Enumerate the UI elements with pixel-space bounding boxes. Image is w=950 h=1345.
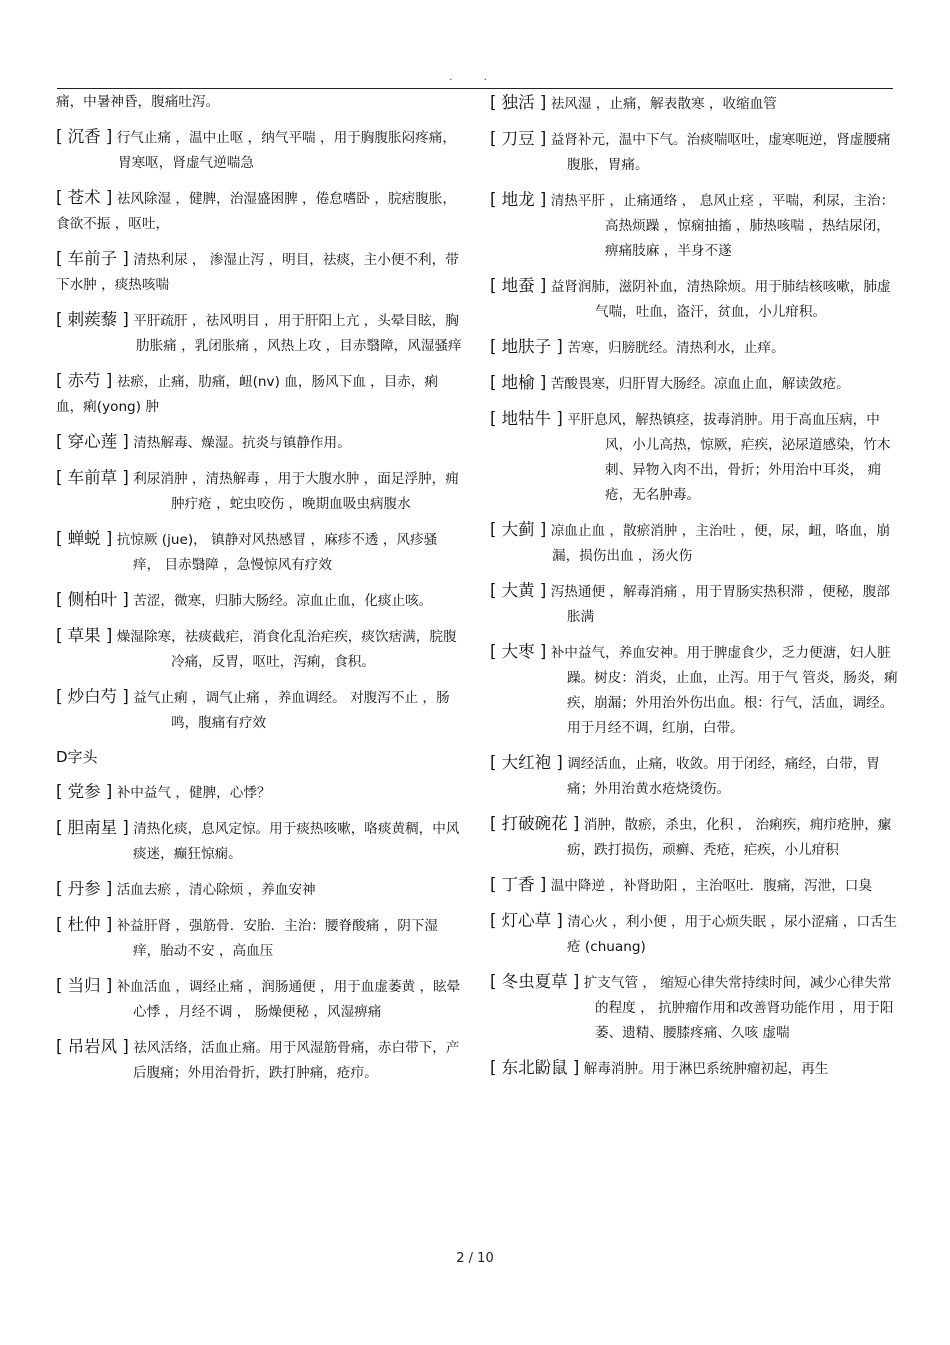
herb-entry xyxy=(56,124,464,176)
herb-name: [ 刺蒺藜 ] xyxy=(56,310,129,329)
herb-name: [ 苍术 ] xyxy=(56,188,113,207)
page-number: 2 / 10 xyxy=(456,1251,494,1266)
herb-name: [ 东北鼢鼠 ] xyxy=(490,1058,580,1077)
herb-description: 泻热通便 ，解毒消痛 ，用于胃肠实热积滞 ，便秘，腹部胀满 xyxy=(546,584,890,625)
herb-name: [ 蝉蜕 ] xyxy=(56,529,113,548)
herb-entry xyxy=(56,973,464,1025)
herb-description: 清热解毒、燥湿。抗炎与镇静作用。 xyxy=(128,435,351,451)
herb-name: [ 炒白芍 ] xyxy=(56,687,129,706)
herb-entry xyxy=(490,811,898,863)
herb-name: [ 地牯牛 ] xyxy=(490,409,563,428)
herb-entry xyxy=(56,307,464,359)
herb-name: [ 地龙 ] xyxy=(490,190,547,209)
herb-name: [ 杜仲 ] xyxy=(56,915,113,934)
herb-entry xyxy=(490,639,898,741)
herb-entry xyxy=(490,90,898,117)
herb-name: [ 灯心草 ] xyxy=(490,911,563,930)
herb-description: 调经活血，止痛，收敛。用于闭经，痛经，白带，胃痛；外用治黄水疮烧烫伤。 xyxy=(562,756,880,797)
herb-name: [ 草果 ] xyxy=(56,626,113,645)
entry-continuation xyxy=(56,90,464,115)
herb-entry xyxy=(490,406,898,508)
herb-description: 抗惊厥 (jue)， 镇静对风热感冒 ，麻疹不透 ，风疹骚痒， 目赤翳障 ，急慢惊风有疗效 xyxy=(112,532,438,573)
herb-name: [ 丁香 ] xyxy=(490,875,547,894)
herb-description: 清心火 ，利小便 ，用于心烦失眠 ，尿小涩痛 ，口舌生疮 (chuang) xyxy=(562,914,898,955)
herb-entry xyxy=(490,750,898,802)
herb-description: 凉血止血 ，散瘀消肿 ，主治吐 ，便，尿，衄，咯血，崩漏，损伤出血 ，汤火伤 xyxy=(546,523,890,564)
herb-description: 消肿，散瘀，杀虫，化积 ， 治痢疾，痈疖疮肿，瘰疬，跌打损伤，顽癣、秃疮，疟疾，小儿疳积 xyxy=(567,817,892,858)
herb-name: [ 穿心莲 ] xyxy=(56,432,129,451)
herb-description: 补益肝肾 ，强筋骨．安胎．主治：腰脊酸痛 ，阴下湿痒，胎动不安 ，高血压 xyxy=(112,918,438,959)
herb-description: 祛风湿 ，止痛，解表散寒 ，收缩血管 xyxy=(546,96,777,112)
herb-entry xyxy=(490,969,898,1046)
herb-description: 痛，中暑神昏，腹痛吐泻。 xyxy=(56,94,220,110)
herb-name: [ 吊岩风 ] xyxy=(56,1037,129,1056)
herb-entry xyxy=(490,370,898,397)
herb-description: 利尿消肿 ，清热解毒 ，用于大腹水肿 ，面足浮肿，痈肿疔疮 ，蛇虫咬伤 ，晚期血吸虫病腹水 xyxy=(128,471,459,512)
herb-description: 祛风活络，活血止痛。用于风湿筋骨痛，赤白带下，产后腹痛；外用治骨折，跌打肿痛，疮疖。 xyxy=(128,1040,460,1081)
herb-description: 苦酸畏寒，归肝胃大肠经。凉血止血，解读敛疮。 xyxy=(546,376,850,392)
herb-entry xyxy=(490,578,898,630)
herb-description: 活血去瘀 ，清心除烦 ，养血安神 xyxy=(112,882,316,898)
herb-description: 平肝疏肝 ，祛风明目 ，用于肝阳上亢 ，头晕目眩，胸肋胀痛 ，乳闭胀痛 ，风热上攻 ，目赤翳障，风湿骚痒 xyxy=(128,313,462,354)
herb-entry xyxy=(56,623,464,675)
herb-name: [ 地蚕 ] xyxy=(490,276,547,295)
herb-description: 苦涩，微寒，归肺大肠经。凉血止血，化痰止咳。 xyxy=(128,593,433,609)
herb-entry xyxy=(56,876,464,903)
herb-entry xyxy=(56,465,464,517)
herb-name: [ 刀豆 ] xyxy=(490,129,547,148)
herb-description: 祛风除湿 ，健脾，治湿盛困脾 ，倦怠嗜卧 ，脘痞腹胀，食欲不振 ，呕吐， xyxy=(56,191,456,232)
herb-entry xyxy=(56,912,464,964)
herb-entry xyxy=(490,334,898,361)
herb-name: [ 独活 ] xyxy=(490,93,547,112)
herb-name: [ 车前草 ] xyxy=(56,468,129,487)
herb-entry xyxy=(490,187,898,264)
herb-name: [ 党参 ] xyxy=(56,782,113,801)
herb-entry xyxy=(56,815,464,867)
header-dots: . . xyxy=(449,72,501,83)
herb-name: [ 地榆 ] xyxy=(490,373,547,392)
herb-name: [ 打破碗花 ] xyxy=(490,814,580,833)
herb-description: 清热利尿 ， 渗湿止泻 ，明目，祛痰，主小便不利，带下水肿 ，痰热咳喘 xyxy=(56,252,459,293)
herb-description: 行气止痛 ，温中止呕 ，纳气平喘 ，用于胸腹胀闷疼痛，胃寒呕，肾虚气逆喘急 xyxy=(112,130,456,171)
herb-entry xyxy=(56,684,464,736)
herb-entry xyxy=(56,1034,464,1086)
herb-entry xyxy=(490,1055,898,1082)
herb-name: [ 赤芍 ] xyxy=(56,371,113,390)
herb-name: [ 大蓟 ] xyxy=(490,520,547,539)
right-column xyxy=(490,90,898,1091)
header-rule xyxy=(57,88,893,89)
herb-description: 燥湿除寒，祛痰截疟，消食化乱治疟疾，痰饮痞满，脘腹冷痛，反胃，呕吐，泻痢，食积。 xyxy=(112,629,457,670)
herb-entry xyxy=(490,872,898,899)
herb-description: 益肾补元，温中下气。治痰喘呕吐，虚寒呃逆，肾虚腰痛腹胀，胃痛。 xyxy=(546,132,891,173)
herb-entry xyxy=(56,779,464,806)
herb-name: [ 地肤子 ] xyxy=(490,337,563,356)
herb-description: 益肾润肺，滋阴补血，清热除烦。用于肺结核咳嗽，肺虚气喘，吐血，盗汗，贫血，小儿疳积。 xyxy=(546,279,891,320)
herb-description: 补中益气 ，健脾，心悸？ xyxy=(112,785,271,801)
herb-entry xyxy=(490,908,898,960)
herb-description: 平肝息风，解热镇痉，拔毒消肿。用于高血压病，中风，小儿高热，惊厥，疟疾，泌尿道感染，竹木刺、异物入肉不出，骨折；外用治中耳炎， 痈疮，无名肿毒。 xyxy=(562,412,891,503)
herb-description: 补中益气，养血安神。用于脾虚食少，乏力便溏，妇人脏躁。树皮：消炎，止血，止泻。用于气 管炎，肠炎，痢疾，崩漏；外用治外伤出血。根：行气，活血，调经。用于月经不调，红崩，白带。 xyxy=(546,645,898,736)
herb-description: 补血活血 ，调经止痛 ，润肠通便 ，用于血虚萎黄 ，眩晕心悸 ，月经不调 ， 肠燥便秘 ，风湿痹痛 xyxy=(112,979,461,1020)
herb-name: [ 沉香 ] xyxy=(56,127,113,146)
herb-description: 益气止痢 ，调气止痛 ，养血调经。 对腹泻不止 ，肠鸣，腹痛有疗效 xyxy=(128,690,450,731)
herb-name: [ 胆南星 ] xyxy=(56,818,129,837)
herb-name: [ 冬虫夏草 ] xyxy=(490,972,580,991)
herb-entry xyxy=(56,587,464,614)
herb-entry xyxy=(490,517,898,569)
herb-name: [ 大枣 ] xyxy=(490,642,547,661)
left-column xyxy=(56,90,464,1095)
herb-description: 温中降逆 ，补肾助阳 ，主治呕吐．腹痛，泻泄，口臭 xyxy=(546,878,872,894)
herb-entry xyxy=(56,246,464,298)
herb-entry xyxy=(490,126,898,178)
herb-entry xyxy=(56,185,464,237)
herb-description: 清热平肝 ，止痛通络 ， 息风止痉 ，平喘，利尿，主治：高热烦躁 ，惊痫抽搐 ，肺热咳喘 ，热结尿闭，痹痛肢麻 ，半身不遂 xyxy=(546,193,895,259)
herb-description: 祛瘀，止痛，肋痛，衄(nv) 血，肠风下血 ，目赤，痢血，痢(yong) 肿 xyxy=(56,374,439,415)
herb-entry xyxy=(56,368,464,420)
section-heading: D字头 xyxy=(56,748,98,766)
herb-entry xyxy=(490,273,898,325)
herb-description: 清热化痰，息风定惊。用于痰热咳嗽，咯痰黄稠，中风痰迷，癫狂惊痫。 xyxy=(128,821,460,862)
herb-name: [ 大黄 ] xyxy=(490,581,547,600)
herb-description: 扩支气管 ， 缩短心律失常持续时间，减少心律失常的程度 ， 抗肿瘤作用和改善肾功能作用 ，用于阳萎、遗精、腰膝疼痛、久咳 虚喘 xyxy=(579,975,894,1041)
herb-entry xyxy=(56,429,464,456)
herb-name: [ 大红袍 ] xyxy=(490,753,563,772)
herb-name: [ 侧柏叶 ] xyxy=(56,590,129,609)
herb-name: [ 车前子 ] xyxy=(56,249,129,268)
herb-name: [ 丹参 ] xyxy=(56,879,113,898)
herb-entry xyxy=(56,526,464,578)
herb-description: 解毒消肿。用于淋巴系统肿瘤初起，再生 xyxy=(579,1061,829,1077)
herb-description: 苦寒，归膀胱经。清热利水，止痒。 xyxy=(562,340,785,356)
herb-name: [ 当归 ] xyxy=(56,976,113,995)
